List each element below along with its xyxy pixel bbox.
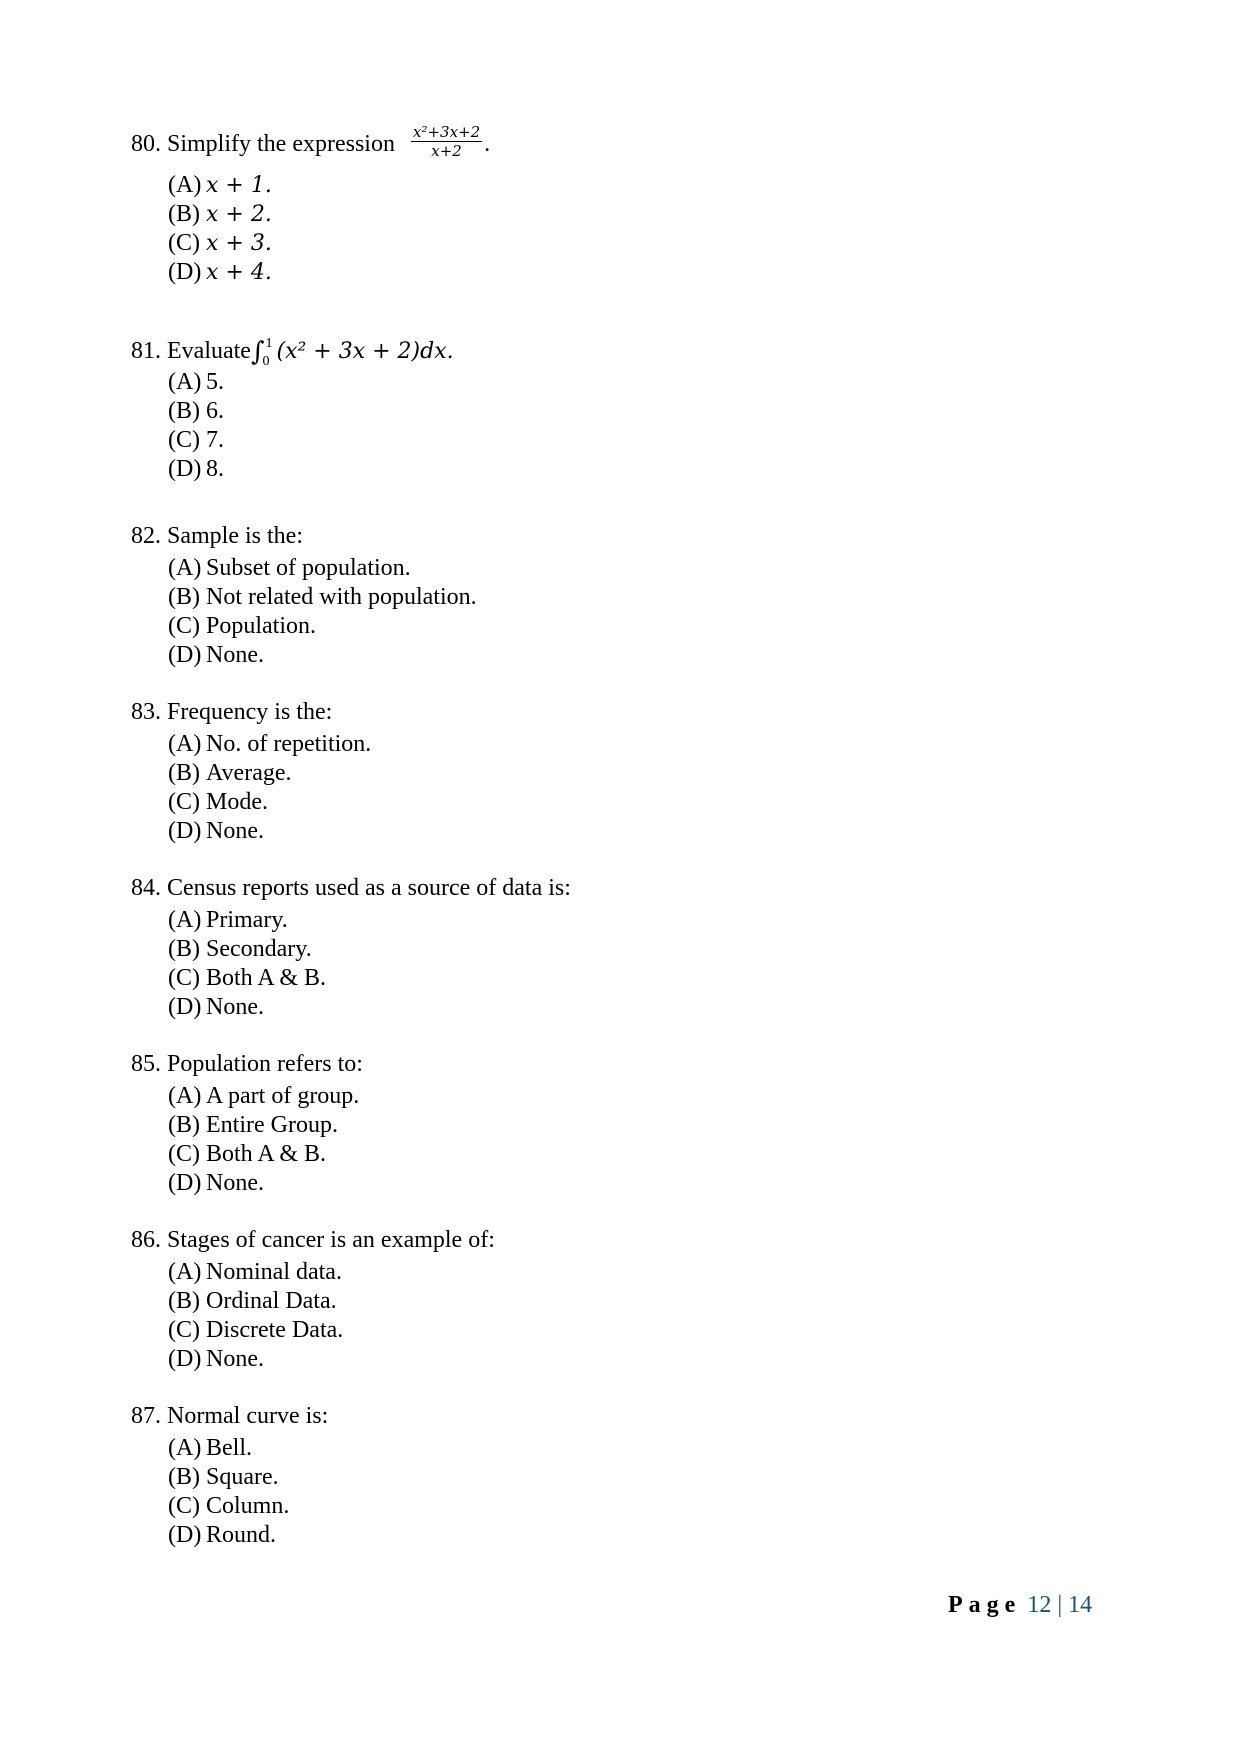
question-82 xyxy=(131,521,1131,670)
option-label: (C) xyxy=(168,965,200,991)
page-footer xyxy=(948,1592,1092,1619)
question-stem xyxy=(131,873,1131,903)
fraction-expression xyxy=(411,123,482,160)
option-text: None. xyxy=(206,642,264,668)
option-c xyxy=(168,229,1131,258)
question-number: 81. xyxy=(131,338,161,364)
integral-upper-limit: 1 xyxy=(265,336,273,351)
option-c xyxy=(168,964,1131,993)
option-text: None. xyxy=(206,1170,264,1196)
question-85 xyxy=(131,1049,1131,1198)
option-text: None. xyxy=(206,994,264,1020)
options-list xyxy=(168,171,1131,287)
option-label: (B) xyxy=(168,201,200,227)
option-text: Both A & B. xyxy=(206,1141,327,1167)
question-stem xyxy=(131,123,1131,160)
expression-trail: . xyxy=(484,131,491,158)
integral-body: (x² + 3x + 2)dx. xyxy=(276,339,454,364)
option-text: Mode. xyxy=(206,789,268,815)
option-text: Population. xyxy=(206,613,317,639)
options-list xyxy=(168,1434,1131,1550)
question-number: 83. xyxy=(131,699,161,725)
question-text: Sample is the: xyxy=(167,523,303,549)
option-text: Square. xyxy=(206,1464,279,1490)
option-label: (C) xyxy=(168,613,200,639)
question-stem xyxy=(131,697,1131,727)
option-d xyxy=(168,1521,1131,1550)
option-text: Both A & B. xyxy=(206,965,327,991)
option-b xyxy=(168,1111,1131,1140)
option-label: (D) xyxy=(168,1522,202,1548)
option-label: (A) xyxy=(168,731,202,757)
question-text: Simplify the expression xyxy=(167,131,395,158)
question-number: 86. xyxy=(131,1227,161,1253)
question-84 xyxy=(131,873,1131,1022)
option-a xyxy=(168,1258,1131,1287)
option-a xyxy=(168,1434,1131,1463)
question-text: Evaluate xyxy=(167,338,251,364)
question-stem xyxy=(131,521,1131,551)
option-label: (B) xyxy=(168,936,200,962)
options-list xyxy=(168,554,1131,670)
option-text: 8. xyxy=(206,456,224,482)
question-83 xyxy=(131,697,1131,846)
option-b xyxy=(168,759,1131,788)
option-d xyxy=(168,1345,1131,1374)
option-label: (B) xyxy=(168,1112,200,1138)
question-81 xyxy=(131,335,1131,484)
question-stem xyxy=(131,335,1131,369)
option-a xyxy=(168,906,1131,935)
option-label: (D) xyxy=(168,994,202,1020)
option-d xyxy=(168,258,1131,287)
option-c xyxy=(168,612,1131,641)
option-text: Secondary. xyxy=(206,936,312,962)
page-separator: | xyxy=(1051,1592,1069,1618)
option-label: (A) xyxy=(168,172,202,198)
question-text: Census reports used as a source of data is: xyxy=(167,875,571,901)
options-list xyxy=(168,730,1131,846)
option-c xyxy=(168,1316,1131,1345)
option-text: 5. xyxy=(206,369,224,395)
option-b xyxy=(168,935,1131,964)
option-text: x + 4. xyxy=(206,260,272,285)
option-label: (C) xyxy=(168,1317,200,1343)
option-b xyxy=(168,1287,1131,1316)
option-text: x + 1. xyxy=(206,173,272,198)
options-list xyxy=(168,1082,1131,1198)
option-label: (A) xyxy=(168,555,202,581)
page-word: Page xyxy=(948,1592,1022,1618)
options-list xyxy=(168,906,1131,1022)
option-a xyxy=(168,368,1131,397)
option-b xyxy=(168,200,1131,229)
option-text: 7. xyxy=(206,427,224,453)
option-label: (C) xyxy=(168,1493,200,1519)
question-number: 80. xyxy=(131,131,161,158)
option-label: (B) xyxy=(168,1288,200,1314)
question-number: 82. xyxy=(131,523,161,549)
option-label: (B) xyxy=(168,760,200,786)
question-text: Stages of cancer is an example of: xyxy=(167,1227,495,1253)
option-label: (A) xyxy=(168,1083,202,1109)
option-d xyxy=(168,641,1131,670)
option-label: (A) xyxy=(168,1435,202,1461)
option-text: x + 3. xyxy=(206,231,272,256)
options-list xyxy=(168,1258,1131,1374)
question-stem xyxy=(131,1401,1131,1431)
option-text: A part of group. xyxy=(206,1083,360,1109)
option-c xyxy=(168,426,1131,455)
option-text: Not related with population. xyxy=(206,584,477,610)
option-label: (D) xyxy=(168,1346,202,1372)
option-label: (A) xyxy=(168,369,202,395)
option-label: (B) xyxy=(168,398,200,424)
option-text: Average. xyxy=(206,760,292,786)
option-b xyxy=(168,1463,1131,1492)
question-text: Normal curve is: xyxy=(167,1403,329,1429)
option-c xyxy=(168,788,1131,817)
option-label: (D) xyxy=(168,642,202,668)
option-text: Bell. xyxy=(206,1435,252,1461)
option-d xyxy=(168,817,1131,846)
option-d xyxy=(168,455,1131,484)
integral-sign: ∫ xyxy=(250,337,265,367)
option-label: (A) xyxy=(168,907,202,933)
option-a xyxy=(168,1082,1131,1111)
option-label: (C) xyxy=(168,427,200,453)
option-label: (D) xyxy=(168,818,202,844)
option-b xyxy=(168,397,1131,426)
fraction-denominator: x+2 xyxy=(431,142,462,160)
option-text: Ordinal Data. xyxy=(206,1288,337,1314)
option-a xyxy=(168,730,1131,759)
option-d xyxy=(168,1169,1131,1198)
option-text: None. xyxy=(206,818,264,844)
integral-limits xyxy=(262,335,277,369)
option-label: (D) xyxy=(168,1170,202,1196)
question-86 xyxy=(131,1225,1131,1374)
option-label: (C) xyxy=(168,1141,200,1167)
option-text: Nominal data. xyxy=(206,1259,342,1285)
question-stem xyxy=(131,1225,1131,1255)
option-text: None. xyxy=(206,1346,264,1372)
option-label: (A) xyxy=(168,1259,202,1285)
total-pages: 14 xyxy=(1068,1592,1093,1618)
integral-lower-limit: 0 xyxy=(262,354,270,369)
current-page-number: 12 xyxy=(1027,1592,1052,1618)
option-label: (C) xyxy=(168,789,200,815)
fraction-numerator: x²+3x+2 xyxy=(412,123,481,141)
option-label: (D) xyxy=(168,259,202,285)
option-text: Entire Group. xyxy=(206,1112,338,1138)
option-text: No. of repetition. xyxy=(206,731,372,757)
option-label: (D) xyxy=(168,456,202,482)
option-a xyxy=(168,554,1131,583)
question-stem xyxy=(131,1049,1131,1079)
question-number: 84. xyxy=(131,875,161,901)
option-label: (B) xyxy=(168,584,200,610)
option-text: 6. xyxy=(206,398,224,424)
option-d xyxy=(168,993,1131,1022)
option-text: x + 2. xyxy=(206,202,272,227)
option-label: (C) xyxy=(168,230,200,256)
option-text: Primary. xyxy=(206,907,288,933)
option-c xyxy=(168,1492,1131,1521)
option-text: Discrete Data. xyxy=(206,1317,344,1343)
option-text: Column. xyxy=(206,1493,290,1519)
question-80 xyxy=(131,123,1131,287)
option-label: (B) xyxy=(168,1464,200,1490)
option-a xyxy=(168,171,1131,200)
option-c xyxy=(168,1140,1131,1169)
options-list xyxy=(168,368,1131,484)
option-text: Round. xyxy=(206,1522,277,1548)
option-b xyxy=(168,583,1131,612)
question-number: 85. xyxy=(131,1051,161,1077)
question-number: 87. xyxy=(131,1403,161,1429)
question-text: Population refers to: xyxy=(167,1051,363,1077)
option-text: Subset of population. xyxy=(206,555,411,581)
question-text: Frequency is the: xyxy=(167,699,333,725)
question-87 xyxy=(131,1401,1131,1550)
